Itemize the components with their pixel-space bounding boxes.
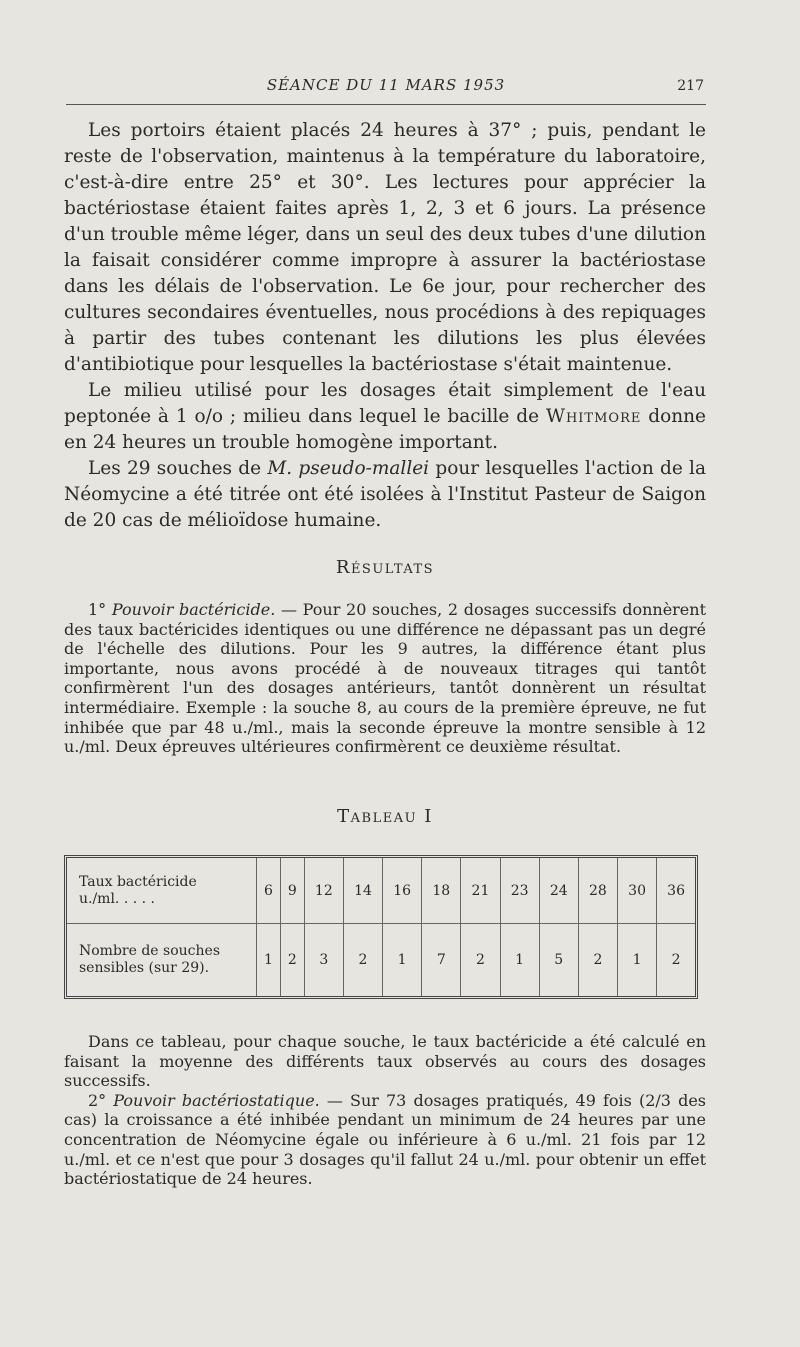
count-cell: 2 [280, 924, 304, 996]
table-heading: Tableau I [337, 806, 433, 827]
count-cell: 2 [343, 924, 382, 996]
paragraph-bacteriostatic [64, 1032, 706, 1189]
paragraph-6: 2° Pouvoir bactériostatique. — Sur 73 dosages pratiqués, 49 fois (2/3 des cas) la croissance a été inhibée pendant un minimum de 24 heures par une concentration de Néomycine égale ou inférieure à 6 u./ml. 21 fois par 12 u./ml. et ce n'est que pour 3 dosages qu'il fallut 24 u./ml. pour obtenir un effet bactériostatique de 24 heures. [64, 1090, 706, 1189]
count-cell: 2 [461, 924, 500, 996]
rate-cell: 21 [461, 858, 500, 924]
paragraph-3: Les 29 souches de M. pseudo-mallei pour lesquelles l'action de la Néomycine a été titrée ont été isolées à l'Institut Pasteur de Saigon de 20 cas de mélioïdose humaine. [64, 458, 706, 531]
page-header [66, 74, 706, 105]
rate-cell: 16 [383, 858, 422, 924]
count-cell: 7 [422, 924, 461, 996]
row-label-counts: Nombre de souches sensibles (sur 29). [79, 943, 220, 977]
paragraph-1: Les portoirs étaient placés 24 heures à 37° ; puis, pendant le reste de l'observation, maintenus à la température du laboratoire, c'est-à-dire entre 25° et 30°. Les lectures pour apprécier la bactériostase étaient faites après 1, 2, 3 et 6 jours. La présence d'un trouble même léger, dans un seul des deux tubes d'une dilution la faisait considérer comme impropre à assurer la bactériostase dans les délais de l'observation. Le 6e jour, pour rechercher des cultures secondaires éventuelles, nous procédions à des repiquages à partir des tubes contenant les dilutions les plus élevées d'antibiotique pour lesquelles la bactériostase s'était maintenue. [64, 120, 706, 375]
author-name: Whitmore [545, 406, 642, 427]
section-title-bactericide: Pouvoir bactéricide. [111, 600, 276, 619]
rate-cell: 14 [343, 858, 382, 924]
rate-cell: 28 [578, 858, 617, 924]
rate-cell: 9 [280, 858, 304, 924]
count-cell: 1 [500, 924, 539, 996]
count-cell: 5 [539, 924, 578, 996]
paragraph-2: Le milieu utilisé pour les dosages était simplement de l'eau peptonée à 1 o/o ; milieu dans lequel le bacille de Whitmore donne en 24 heures un trouble homogène important. [64, 380, 706, 453]
table-1 [64, 855, 698, 999]
paragraph-4: 1° Pouvoir bactéricide. — Pour 20 souches, 2 dosages successifs donnèrent des taux bactéricides identiques ou une différence ne dépassant pas un degré de l'échelle des dilutions. Pour les 9 autres, la différence étant plus importante, nous avons procédé à de nouveaux titrages qui tantôt confirmèrent l'un des dosages antérieurs, tantôt donnèrent un résultat intermédiaire. Exemple : la souche 8, au cours de la première épreuve, ne fut inhibée que par 48 u./ml., mais la seconde épreuve la montre sensible à 12 u./ml. Deux épreuves ultérieures confirmèrent ce deuxième résultat. [64, 600, 707, 757]
paragraph-methods [64, 118, 706, 534]
rate-cell: 24 [539, 858, 578, 924]
species-name: M. pseudo-mallei [267, 458, 430, 479]
bactericide-table [67, 858, 695, 996]
running-title: SÉANCE DU 11 MARS 1953 [266, 76, 506, 94]
results-heading: Résultats [335, 557, 435, 578]
count-cell: 1 [383, 924, 422, 996]
section-title-bacteriostatic: Pouvoir bactériostatique. [113, 1090, 320, 1110]
count-cell: 1 [257, 924, 281, 996]
count-cell: 2 [657, 924, 695, 996]
rate-cell: 23 [500, 858, 539, 924]
rate-cell: 30 [618, 858, 657, 924]
rate-cell: 12 [304, 858, 343, 924]
row-label-rates: Taux bactéricide u./ml. . . . . [67, 858, 257, 924]
paragraph-5: Dans ce tableau, pour chaque souche, le taux bactéricide a été calculé en faisant la moyenne des différents taux observés au cours des dosages successifs. [64, 1032, 706, 1091]
rate-cell: 6 [257, 858, 281, 924]
count-cell: 2 [578, 924, 617, 996]
table-row-counts [67, 924, 695, 996]
rate-cell: 36 [657, 858, 695, 924]
rate-cell: 18 [422, 858, 461, 924]
table-row-rates [67, 858, 695, 924]
paragraph-bactericide [64, 600, 706, 757]
page-number: 217 [677, 78, 704, 94]
count-cell: 3 [304, 924, 343, 996]
count-cell: 1 [618, 924, 657, 996]
